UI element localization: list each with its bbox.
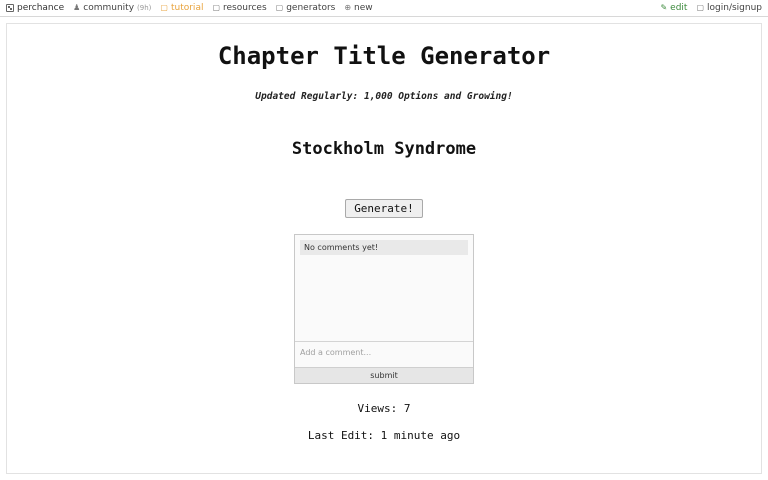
nav-item-generators[interactable]	[276, 3, 336, 13]
generator-page-frame	[6, 23, 762, 474]
comment-input[interactable]: Add a comment...	[295, 341, 473, 367]
generate-button-wrapper	[7, 159, 761, 218]
nav-item-perchance[interactable]	[6, 3, 64, 13]
nav-item-edit[interactable]	[660, 3, 687, 13]
generated-output-text: Stockholm Syndrome	[291, 139, 477, 159]
comments-empty-message: No comments yet!	[300, 240, 468, 255]
nav-item-resources[interactable]	[212, 3, 266, 13]
nav-item-community[interactable]	[73, 3, 151, 13]
plus-circle-icon: ⊕	[344, 3, 352, 12]
views-count: Views: 7	[357, 402, 411, 415]
generate-button[interactable]: Generate!	[345, 199, 423, 218]
nav-item-new[interactable]	[344, 3, 372, 13]
page-subtitle: Updated Regularly: 1,000 Options and Growing!	[255, 91, 513, 102]
people-icon: ♟	[73, 3, 81, 12]
nav-label-edit: edit	[670, 3, 688, 13]
nav-item-login-signup[interactable]	[696, 3, 762, 13]
nav-label-resources: resources	[223, 3, 267, 13]
nav-right-group	[660, 3, 762, 13]
nav-label-generators: generators	[286, 3, 336, 13]
page-title: Chapter Title Generator	[217, 42, 551, 70]
user-icon: ▢	[696, 3, 705, 12]
nav-label-new: new	[354, 3, 373, 13]
perchance-logo-icon	[6, 4, 14, 12]
nav-item-tutorial[interactable]	[160, 3, 203, 13]
list-icon: ▢	[275, 3, 284, 12]
last-edit-text: Last Edit: 1 minute ago	[307, 429, 461, 442]
comments-list	[295, 235, 473, 341]
nav-left-group	[6, 3, 660, 13]
bookmark-icon: ▢	[212, 3, 221, 12]
nav-community-count: (9h)	[137, 4, 152, 12]
nav-label-tutorial: tutorial	[170, 3, 204, 13]
top-navigation-bar	[0, 0, 768, 17]
nav-label-community: community	[83, 3, 135, 13]
pencil-icon: ✎	[660, 3, 668, 12]
comments-widget	[294, 234, 474, 384]
comment-submit-button[interactable]: submit	[295, 367, 473, 383]
nav-label-perchance: perchance	[17, 3, 65, 13]
generator-content	[7, 24, 761, 442]
nav-label-login-signup: login/signup	[707, 3, 762, 13]
book-icon: ▢	[160, 3, 168, 12]
